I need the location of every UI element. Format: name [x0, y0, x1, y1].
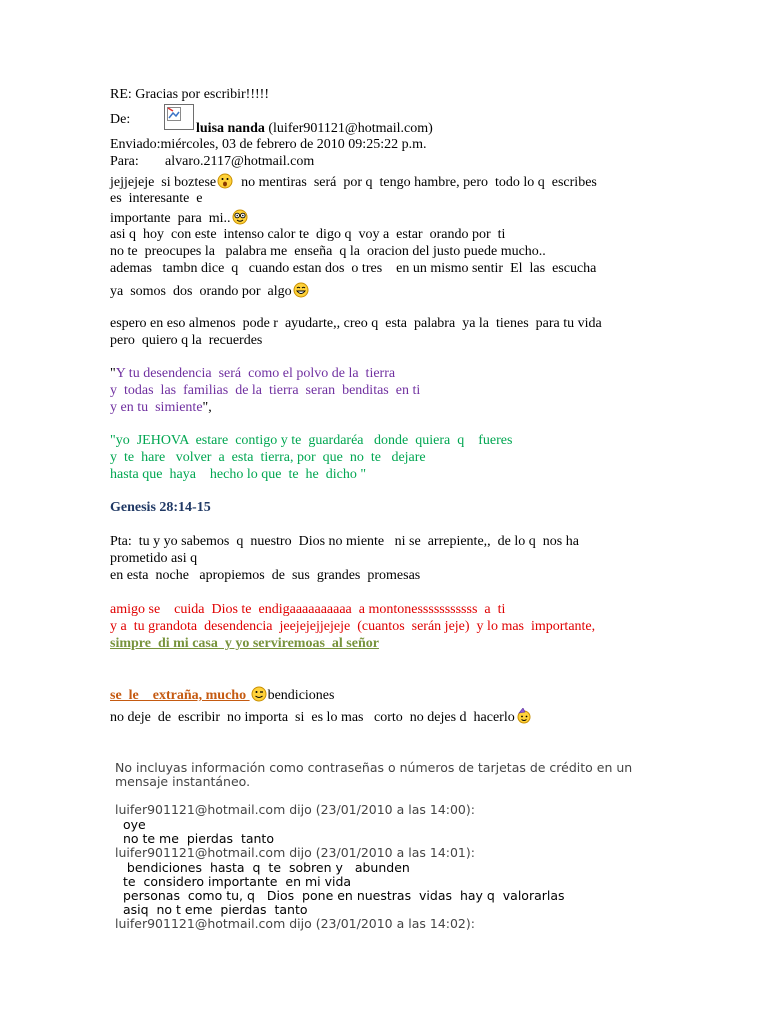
- body-line-promesas: en esta noche apropiemos de sus grandes promesas: [110, 568, 421, 583]
- body-text: no deje de escribir no importa si es lo mas corto no dejes d hacerlo: [110, 710, 515, 725]
- to-label: Para:: [110, 154, 139, 169]
- body-line-8: espero en eso almenos pode r ayudarte,, creo q esta palabra ya la tienes para tu vida: [110, 316, 602, 331]
- body-text: jejjejeje si boztese: [110, 175, 217, 190]
- from-label: De:: [110, 112, 131, 127]
- im-header-1: luifer901121@hotmail.com dijo (23/01/2010 a las 14:00):: [115, 802, 475, 817]
- closing-line-2: [110, 708, 533, 726]
- from-name: luisa nanda: [196, 121, 265, 136]
- im-message: te considero importante en mi vida: [115, 874, 352, 889]
- sent-value: miércoles, 03 de febrero de 2010 09:25:22 p.m.: [160, 137, 427, 152]
- broken-image-icon: [167, 107, 181, 121]
- body-line-1: [110, 173, 597, 191]
- im-message: asiq no t eme pierdas tanto: [115, 902, 308, 917]
- quote-purple-line-3: [110, 399, 212, 416]
- body-line-2: es interesante e: [110, 191, 203, 206]
- body-line-prometido: prometido asi q: [110, 551, 198, 566]
- body-line-9: pero quiero q la recuerdes: [110, 333, 263, 348]
- body-text: no mentiras será por q tengo hambre, pero todo lo q escribes: [234, 175, 597, 190]
- grin-smiley-icon: [293, 282, 309, 298]
- quote-purple-line-1: [110, 365, 395, 382]
- from-email[interactable]: (luifer901121@hotmail.com): [264, 121, 433, 136]
- body-text: bendiciones: [267, 688, 335, 703]
- closing-line-1: [110, 686, 334, 704]
- email-subject: RE: Gracias por escribir!!!!!: [110, 87, 269, 102]
- body-line-pta: Pta: tu y yo sabemos q nuestro Dios no miente ni se arrepiente,, de lo q nos ha: [110, 534, 579, 549]
- body-line-7: [110, 282, 310, 300]
- quote-green-line-1: "yo JEHOVA estare contigo y te guardaréa donde quiera q fueres: [110, 433, 513, 448]
- im-message: oye: [115, 817, 146, 832]
- body-line-4: asi q hoy con este intenso calor te digo q voy a estar orando por ti: [110, 227, 506, 242]
- quote-green-line-2: y te hare volver a esta tierra, por que no te dejare: [110, 450, 426, 465]
- from-row: [110, 111, 130, 128]
- body-text: ya somos dos orando por algo: [110, 284, 292, 299]
- quote-mark: ",: [202, 400, 212, 415]
- party-smiley-icon: [516, 708, 532, 724]
- to-value[interactable]: alvaro.2117@hotmail.com: [165, 154, 315, 169]
- quote-green-line-3: hasta que haya hecho lo que te he dicho ": [110, 467, 367, 482]
- im-message: personas como tu, q Dios pone en nuestras vidas hay q valorarlas: [115, 888, 565, 903]
- body-text: importante para mi..: [110, 211, 231, 226]
- im-header-3: luifer901121@hotmail.com dijo (23/01/2010 a las 14:02):: [115, 916, 475, 931]
- from-value: [196, 120, 433, 137]
- body-line-3: [110, 209, 249, 227]
- nerd-smiley-icon: [232, 209, 248, 225]
- yawning-smiley-icon: [217, 173, 233, 189]
- im-warning-line-2: mensaje instantáneo.: [115, 774, 251, 789]
- brown-text: se le extraña, mucho: [110, 688, 250, 703]
- wink-smiley-icon: [251, 686, 267, 702]
- quote-text: y en tu simiente: [110, 400, 203, 415]
- to-row: [110, 153, 315, 170]
- body-line-6: ademas tambn dice q cuando estan dos o tres en un mismo sentir El las escucha: [110, 261, 597, 276]
- sender-photo[interactable]: [164, 104, 194, 130]
- olive-line: simpre di mi casa y yo serviremoas al señor: [110, 636, 379, 651]
- bible-reference: Genesis 28:14-15: [110, 500, 211, 515]
- im-warning-line-1: No incluyas información como contraseñas o números de tarjetas de crédito en un: [115, 760, 633, 775]
- sent-row: [110, 136, 426, 153]
- im-message: no te me pierdas tanto: [115, 831, 274, 846]
- red-line-2: y a tu grandota desendencia jeejejejjejeje (cuantos serán jeje) y lo mas importante,: [110, 619, 596, 634]
- red-line-1: amigo se cuida Dios te endigaaaaaaaaaa a montonesssssssssss a ti: [110, 602, 506, 617]
- im-message: bendiciones hasta q te sobren y abunden: [115, 860, 410, 875]
- body-line-5: no te preocupes la palabra me enseña q la oracion del justo puede mucho..: [110, 244, 546, 259]
- im-header-2: luifer901121@hotmail.com dijo (23/01/2010 a las 14:01):: [115, 845, 475, 860]
- quote-mark: ": [110, 366, 116, 381]
- sent-label: Enviado:: [110, 137, 161, 152]
- quote-text: Y tu desendencia será como el polvo de la tierra: [115, 366, 396, 381]
- quote-purple-line-2: y todas las familias de la tierra seran benditas en ti: [110, 383, 421, 398]
